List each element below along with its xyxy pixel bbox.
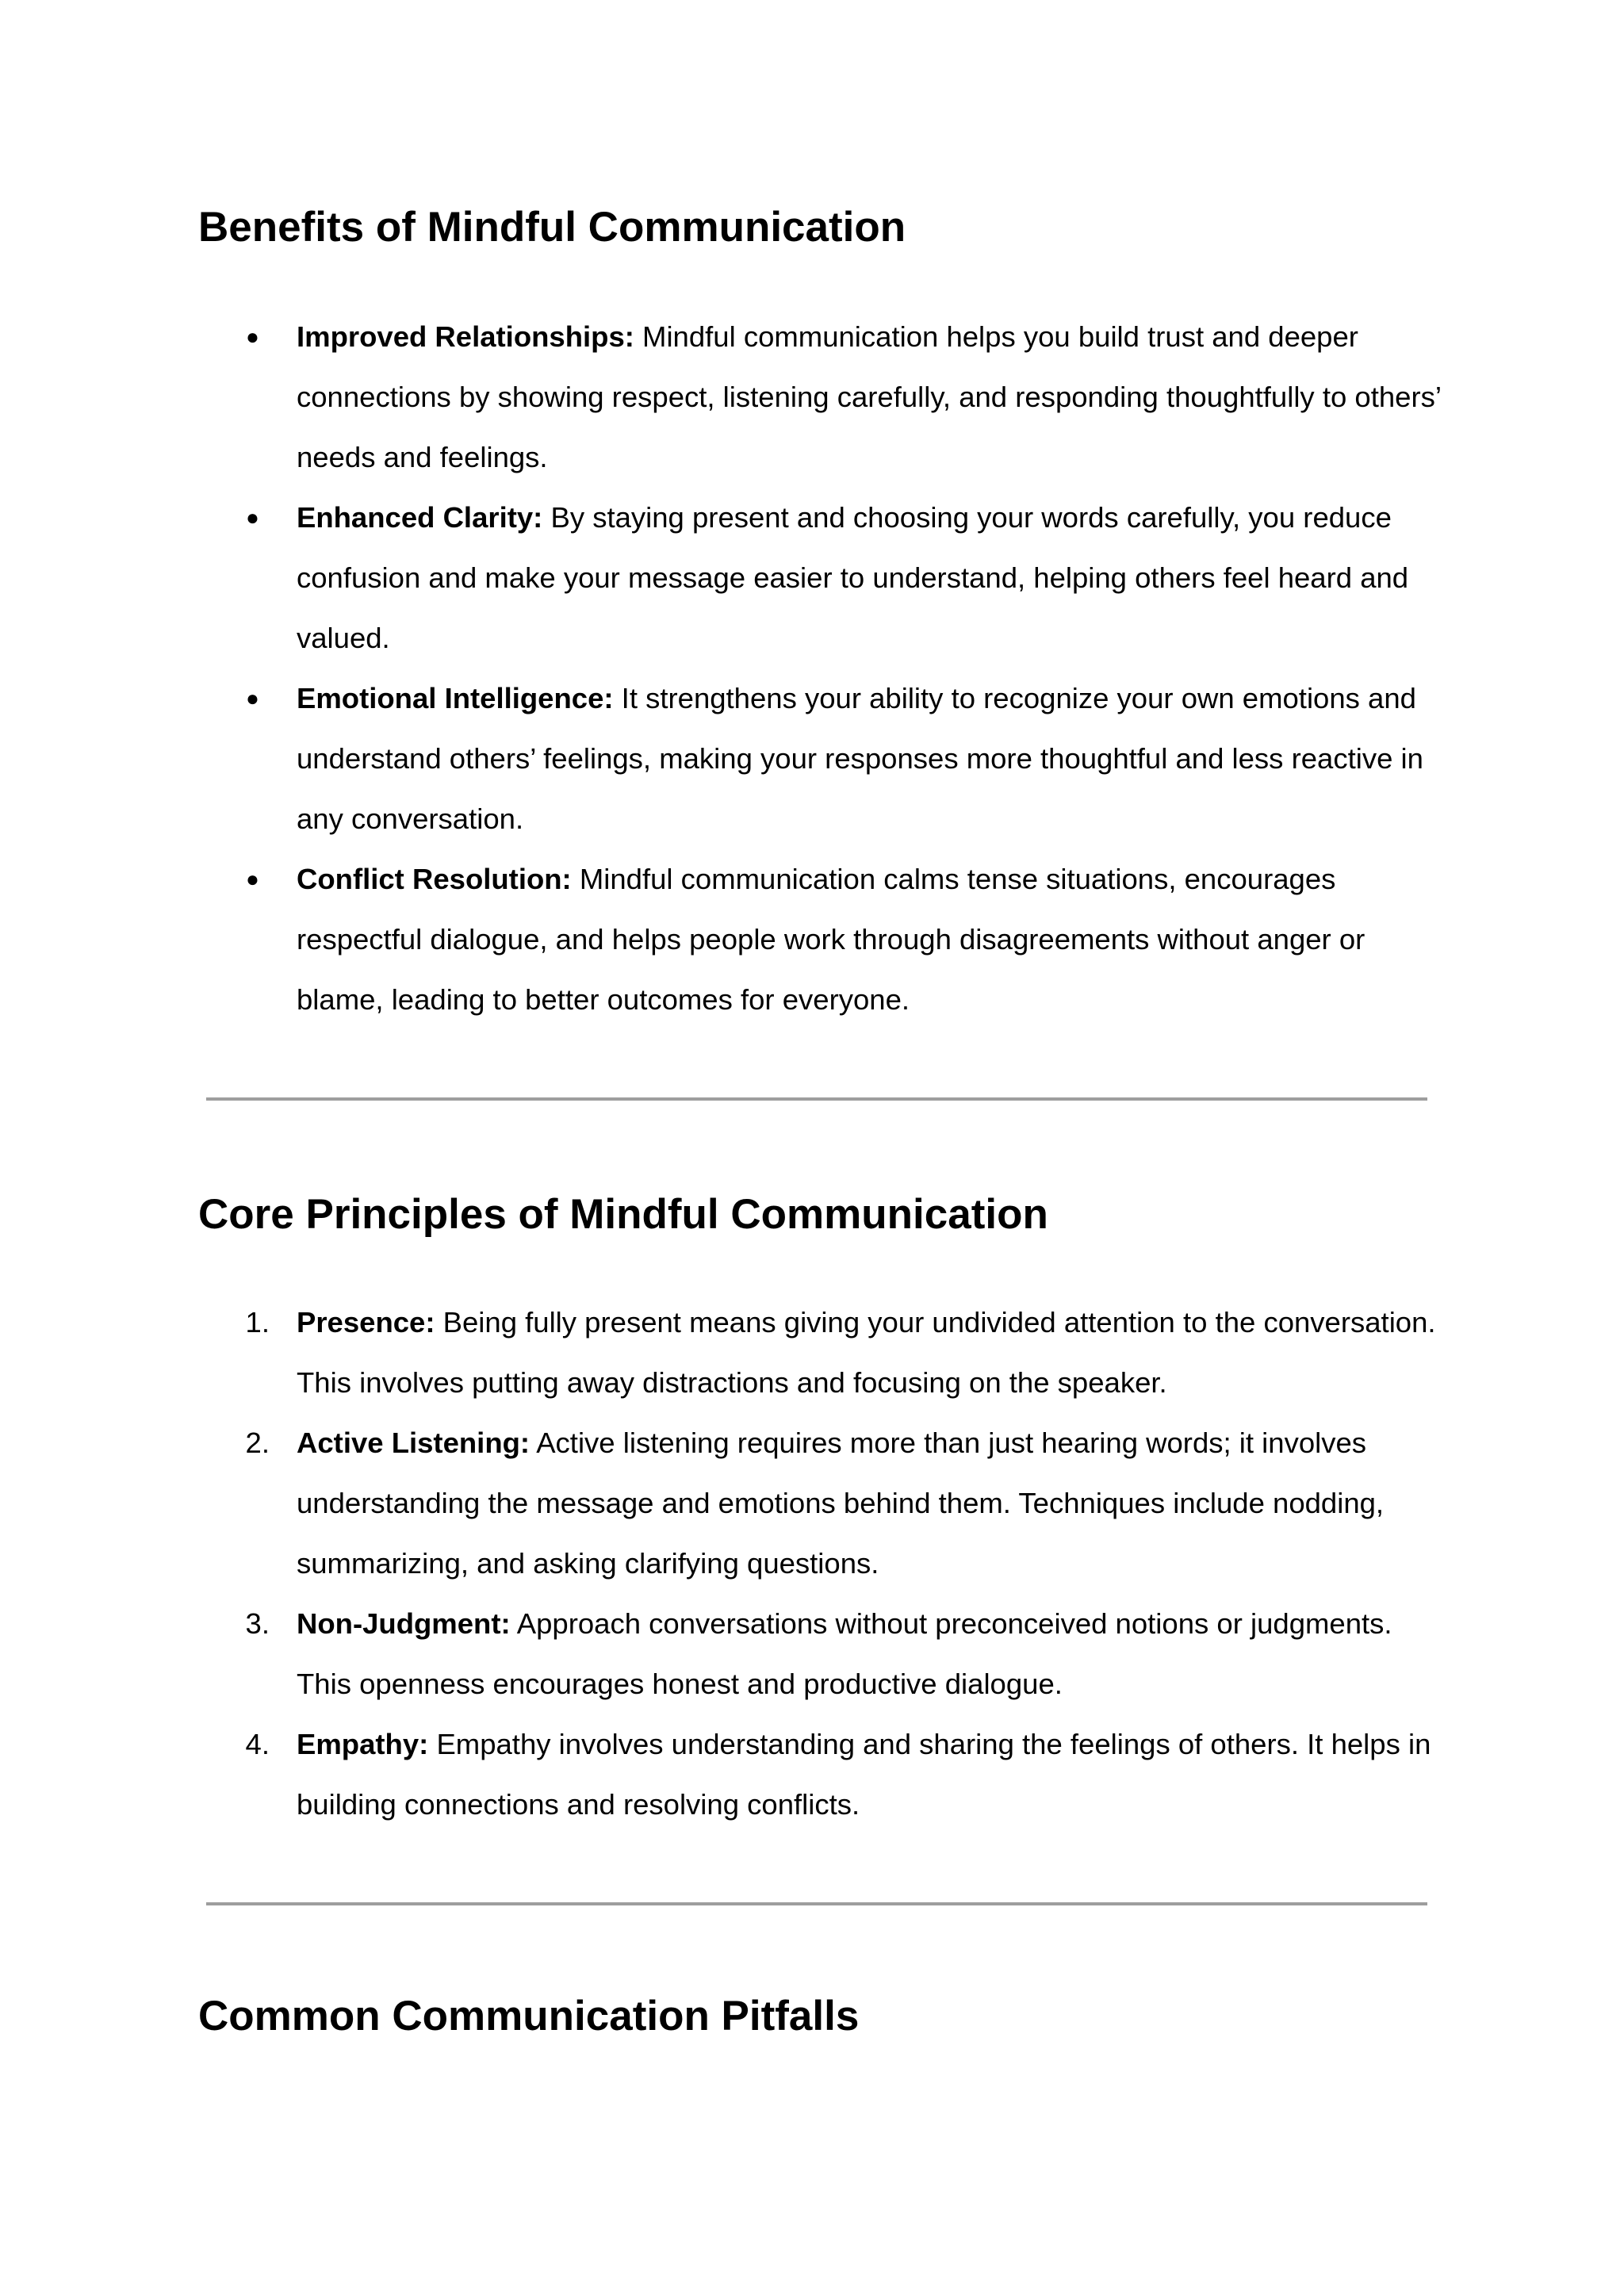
bullet-icon: ●: [246, 505, 259, 530]
item-title: Improved Relationships:: [297, 320, 634, 353]
item-text: By staying present and choosing your words carefully, you reduce confusion and make your message easier to understand, helping others feel heard and valued.: [297, 501, 1409, 654]
list-number: 1.: [245, 1306, 270, 1338]
horizontal-divider: [206, 1902, 1427, 1905]
item-text: Mindful communication calms tense situations, encourages respectful dialogue, and helps people work through disagreements without anger or blame, leading to better outcomes for everyone.: [297, 863, 1365, 1016]
list-number: 2.: [245, 1427, 270, 1459]
horizontal-divider: [206, 1097, 1427, 1101]
item-title: Enhanced Clarity:: [297, 501, 543, 534]
section-heading-principles: Core Principles of Mindful Communication: [198, 1191, 1048, 1238]
item-text: It strengthens your ability to recognize your own emotions and understand others’ feelings, making your responses more thoughtful and less reactive in any conversation.: [297, 682, 1423, 835]
section-heading-pitfalls: Common Communication Pitfalls: [198, 1993, 860, 2039]
bullet-icon: ●: [246, 324, 259, 349]
list-item: [198, 1714, 1451, 1835]
list-number: 4.: [245, 1728, 270, 1760]
item-title: Presence:: [297, 1306, 435, 1338]
item-text: Approach conversations without preconceived notions or judgments. This openness encourages honest and productive dialogue.: [297, 1607, 1392, 1700]
section-heading-benefits: Benefits of Mindful Communication: [198, 204, 906, 251]
list-item: [198, 849, 1451, 1030]
list-item: [198, 1293, 1451, 1413]
list-item: [198, 1594, 1451, 1714]
bullet-icon: ●: [246, 867, 259, 891]
item-text: Active listening requires more than just hearing words; it involves understanding the message and emotions behind them. Techniques include nodding, summarizing, and asking clarifying questions.: [297, 1427, 1385, 1580]
list-item: [198, 668, 1451, 849]
item-title: Conflict Resolution:: [297, 863, 572, 895]
list-item: [198, 307, 1451, 488]
item-text: Mindful communication helps you build trust and deeper connections by showing respect, listening carefully, and responding thoughtfully to others’ needs and feelings.: [297, 320, 1441, 473]
item-title: Emotional Intelligence:: [297, 682, 614, 714]
benefits-bullet-list: [198, 307, 1451, 1030]
item-text: Being fully present means giving your undivided attention to the conversation. This involves putting away distractions and focusing on the speaker.: [297, 1306, 1436, 1399]
item-title: Non-Judgment:: [297, 1607, 511, 1640]
principles-numbered-list: [198, 1293, 1451, 1835]
list-item: [198, 1413, 1451, 1594]
item-text: Empathy involves understanding and sharing the feelings of others. It helps in building connections and resolving conflicts.: [297, 1728, 1431, 1821]
list-number: 3.: [245, 1607, 270, 1640]
bullet-icon: ●: [246, 686, 259, 710]
list-item: [198, 488, 1451, 668]
item-title: Empathy:: [297, 1728, 429, 1760]
item-title: Active Listening:: [297, 1427, 530, 1459]
